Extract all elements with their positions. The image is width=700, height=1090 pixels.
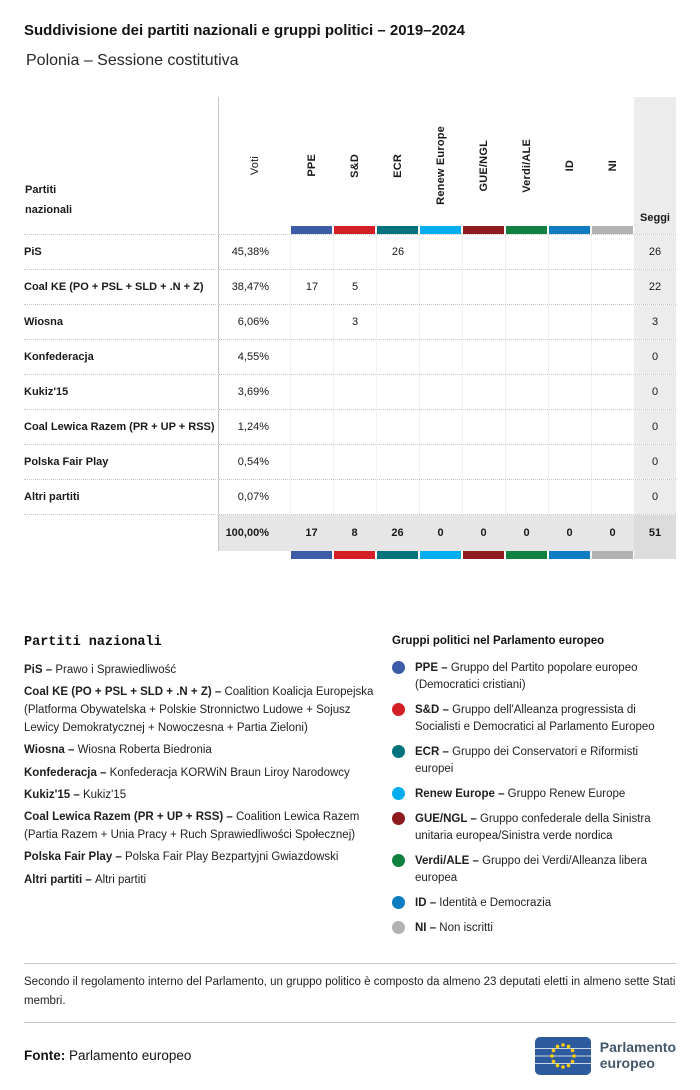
gue-seats-value (462, 480, 505, 514)
sd-seats-value: 5 (333, 270, 376, 304)
party-name: Wiosna (24, 316, 64, 328)
column-header-gue (462, 97, 505, 234)
total-spacer (24, 515, 218, 551)
divider-bottom (24, 1022, 676, 1023)
logo-text-line2: europeo (599, 1054, 655, 1071)
ni-seats-value (591, 235, 634, 269)
total-ni: 0 (591, 515, 634, 551)
ecr-color-bar-bottom (376, 551, 419, 559)
sd-seats-value (333, 235, 376, 269)
total-ecr: 26 (376, 515, 419, 551)
total-ppe: 17 (290, 515, 333, 551)
party-name: PiS (24, 246, 42, 258)
table-row (24, 270, 676, 305)
eu-flag-icon (535, 1037, 591, 1075)
sd-seats-value (333, 375, 376, 409)
ppe-seats-value: 17 (290, 270, 333, 304)
table-row (24, 305, 676, 340)
seggi-value: 0 (634, 480, 676, 514)
table-body (24, 235, 676, 559)
verdi-color-bar-fill (506, 551, 547, 559)
group-legend-text: NI – Non iscritti (415, 921, 493, 934)
source-row (24, 1037, 676, 1075)
bars-spacer (24, 551, 218, 559)
bars-seggi-spacer (634, 551, 676, 559)
european-parliament-logo (535, 1037, 676, 1075)
source-value: Parlamento europeo (69, 1048, 192, 1064)
party-legend-term: Polska Fair Play – (24, 851, 126, 864)
group-legend-text: ECR – Gruppo dei Conservatori e Riformisti europei (415, 746, 639, 776)
ecr-seats-value (376, 445, 419, 479)
renew-legend-dot-icon (392, 787, 405, 800)
bars-voti-spacer (218, 551, 290, 559)
party-name: Coal Lewica Razem (PR + UP + RSS) (24, 421, 215, 433)
ppe-seats-value (290, 235, 333, 269)
gue-legend-dot-icon (392, 812, 405, 825)
ni-seats-value (591, 270, 634, 304)
total-sd: 8 (333, 515, 376, 551)
group-legend-text: GUE/NGL – Gruppo confederale della Sinistra unitaria europea/Sinistra verde nordica (415, 812, 651, 842)
verdi-seats-value (505, 480, 548, 514)
verdi-seats-value (505, 305, 548, 339)
ecr-seats-value (376, 480, 419, 514)
group-legend-term: Verdi/ALE – (415, 854, 483, 867)
ecr-seats-value (376, 410, 419, 444)
verdi-seats-value (505, 270, 548, 304)
ppe-column-label: PPE (305, 154, 318, 177)
ppe-seats-value (290, 480, 333, 514)
verdi-seats-value (505, 445, 548, 479)
ppe-seats-value (290, 445, 333, 479)
voti-value: 3,69% (218, 375, 290, 409)
sd-seats-value (333, 340, 376, 374)
ecr-seats-value (376, 340, 419, 374)
id-column-label: ID (563, 159, 576, 172)
id-seats-value (548, 305, 591, 339)
voti-value: 1,24% (218, 410, 290, 444)
group-legend-term: GUE/NGL – (415, 812, 480, 825)
voti-value: 45,38% (218, 235, 290, 269)
party-legend-item: Kukiz'15 – Kukiz'15 (24, 788, 127, 801)
renew-seats-value (419, 270, 462, 304)
ni-seats-value (591, 340, 634, 374)
page-title: Suddivisione dei partiti nazionali e gruppi politici – 2019–2024 (24, 22, 465, 39)
group-legend-term: ECR – (415, 746, 453, 758)
group-legend-item (392, 660, 674, 695)
ni-color-bar (592, 226, 633, 234)
party-legend-item: Polska Fair Play – Polska Fair Play Bezpartyjni Gwiazdowski (24, 851, 339, 864)
id-color-bar-bottom (548, 551, 591, 559)
party-name: Coal KE (PO + PSL + SLD + .N + Z) (24, 281, 204, 293)
party-name: Kukiz'15 (24, 386, 69, 398)
ppe-color-bar-bottom (290, 551, 333, 559)
group-legend-text: Renew Europe – Gruppo Renew Europe (415, 788, 626, 800)
party-legend-term: Coal KE (PO + PSL + SLD + .N + Z) – (24, 686, 225, 699)
ecr-seats-value (376, 305, 419, 339)
sd-seats-value (333, 480, 376, 514)
party-name: Altri partiti (24, 491, 80, 503)
ppe-seats-value (290, 375, 333, 409)
ni-seats-value (591, 305, 634, 339)
verdi-column-label: Verdi/ALE (520, 138, 533, 193)
ppe-legend-dot-icon (392, 661, 405, 674)
table-row (24, 340, 676, 375)
sd-color-bar (334, 226, 375, 234)
id-seats-value (548, 270, 591, 304)
column-header-verdi (505, 97, 548, 234)
party-legend-item: Wiosna – Wiosna Roberta Biedronia (24, 744, 212, 757)
id-color-bar-fill (549, 551, 590, 559)
total-seggi: 51 (634, 515, 676, 551)
page-subtitle: Polonia – Sessione costitutiva (26, 52, 239, 69)
legend-parties-list (24, 662, 376, 889)
party-legend-item: Altri partiti – Altri partiti (24, 873, 147, 886)
party-legend-term: Konfederacja – (24, 766, 110, 779)
ppe-color-bar-fill (291, 551, 332, 559)
total-renew: 0 (419, 515, 462, 551)
gue-seats-value (462, 235, 505, 269)
ppe-seats-value (290, 305, 333, 339)
seggi-value: 0 (634, 340, 676, 374)
verdi-seats-value (505, 340, 548, 374)
gue-seats-value (462, 375, 505, 409)
column-header-voti (218, 97, 290, 234)
ni-legend-dot-icon (392, 921, 405, 934)
id-legend-dot-icon (392, 896, 405, 909)
party-name: Konfederacja (24, 351, 94, 363)
group-legend-term: NI – (415, 921, 440, 934)
party-legend-item: Coal Lewica Razem (PR + UP + RSS) – Coalition Lewica Razem (Partia Razem + Unia Pracy + Ruch Sprawiedliwości Społecznej) (24, 811, 360, 841)
group-legend-item (392, 744, 674, 779)
sd-column-label: S&D (348, 153, 361, 178)
ni-color-bar-bottom (591, 551, 634, 559)
seggi-value: 26 (634, 235, 676, 269)
party-legend-item: Coal KE (PO + PSL + SLD + .N + Z) – Coalition Koalicja Europejska (Platforma Obywatelska + Polskie Stronnictwo Ludowe + Sojusz Lewicy Demokratycznej + Nowoczesna + Partia Zieloni) (24, 686, 374, 734)
group-legend-term: ID – (415, 896, 440, 909)
party-legend-term: Wiosna – (24, 744, 78, 757)
id-seats-value (548, 445, 591, 479)
renew-seats-value (419, 410, 462, 444)
sd-seats-value (333, 410, 376, 444)
gue-column-label: GUE/NGL (477, 139, 490, 192)
table-row (24, 445, 676, 480)
legend-political-groups (392, 635, 674, 963)
seggi-value: 0 (634, 410, 676, 444)
gue-seats-value (462, 410, 505, 444)
column-header-ecr (376, 97, 419, 234)
verdi-color-bar-bottom (505, 551, 548, 559)
results-table (24, 97, 676, 559)
ecr-seats-value: 26 (376, 235, 419, 269)
ppe-seats-value (290, 340, 333, 374)
id-color-bar (549, 226, 590, 234)
group-legend-term: PPE – (415, 662, 451, 674)
group-legend-term: Renew Europe – (415, 788, 508, 800)
total-verdi: 0 (505, 515, 548, 551)
table-total-row (24, 515, 676, 551)
ni-column-label: NI (606, 159, 619, 172)
seggi-value: 0 (634, 445, 676, 479)
column-header-sd (333, 97, 376, 234)
total-gue: 0 (462, 515, 505, 551)
column-header-partiti-nazionali (24, 97, 218, 234)
renew-seats-value (419, 480, 462, 514)
party-legend-item: PiS – Prawo i Sprawiedliwość (24, 664, 177, 676)
group-legend-item (392, 786, 674, 803)
column-header-ppe (290, 97, 333, 234)
table-header-row (24, 97, 676, 235)
renew-seats-value (419, 305, 462, 339)
group-legend-item (392, 702, 674, 737)
renew-color-bar-bottom (419, 551, 462, 559)
partiti-nazionali-label: Partiti nazionali (25, 184, 73, 217)
ni-seats-value (591, 480, 634, 514)
party-name: Polska Fair Play (24, 456, 109, 468)
verdi-seats-value (505, 235, 548, 269)
voti-value: 6,06% (218, 305, 290, 339)
column-header-id (548, 97, 591, 234)
group-legend-term: S&D – (415, 704, 453, 716)
renew-color-bar-fill (420, 551, 461, 559)
gue-color-bar (463, 226, 504, 234)
voti-value: 4,55% (218, 340, 290, 374)
total-voti: 100,00% (218, 515, 290, 551)
ecr-seats-value (376, 375, 419, 409)
logo-text (600, 1040, 676, 1071)
renew-seats-value (419, 445, 462, 479)
total-color-bars (24, 551, 676, 559)
verdi-legend-dot-icon (392, 854, 405, 867)
voti-value: 38,47% (218, 270, 290, 304)
table-row (24, 410, 676, 445)
gue-seats-value (462, 270, 505, 304)
group-legend-text: PPE – Gruppo del Partito popolare europeo (Democratici cristiani) (415, 662, 638, 692)
column-header-ni (591, 97, 634, 234)
ppe-color-bar (291, 226, 332, 234)
party-legend-term: Kukiz'15 – (24, 788, 83, 801)
sd-seats-value: 3 (333, 305, 376, 339)
group-legend-item (392, 895, 674, 912)
verdi-seats-value (505, 375, 548, 409)
legend-section (24, 635, 676, 963)
footnote: Secondo il regolamento interno del Parlamento, un gruppo politico è composto da almeno 23 deputati eletti in almeno sette Stati membri. (24, 976, 676, 1007)
group-column-headers (290, 97, 634, 234)
id-seats-value (548, 235, 591, 269)
group-legend-item (392, 920, 674, 937)
id-seats-value (548, 375, 591, 409)
renew-seats-value (419, 375, 462, 409)
legend-groups-list (392, 660, 674, 937)
seggi-value: 22 (634, 270, 676, 304)
legend-groups-heading: Gruppi politici nel Parlamento europeo (392, 635, 605, 647)
sd-color-bar-bottom (333, 551, 376, 559)
gue-seats-value (462, 445, 505, 479)
gue-seats-value (462, 340, 505, 374)
ni-seats-value (591, 445, 634, 479)
ecr-color-bar-fill (377, 551, 418, 559)
gue-seats-value (462, 305, 505, 339)
table-row (24, 375, 676, 410)
table-row (24, 235, 676, 270)
seggi-value: 3 (634, 305, 676, 339)
total-id: 0 (548, 515, 591, 551)
ppe-seats-value (290, 410, 333, 444)
renew-seats-value (419, 235, 462, 269)
ecr-color-bar (377, 226, 418, 234)
voti-value: 0,54% (218, 445, 290, 479)
ni-color-bar-fill (592, 551, 633, 559)
sd-seats-value (333, 445, 376, 479)
group-legend-item (392, 811, 674, 846)
group-legend-item (392, 853, 674, 888)
seggi-column-label: Seggi (640, 212, 670, 224)
seggi-value: 0 (634, 375, 676, 409)
legend-parties-heading: Partiti nazionali (24, 635, 162, 650)
sd-color-bar-fill (334, 551, 375, 559)
id-seats-value (548, 340, 591, 374)
party-legend-term: Coal Lewica Razem (PR + UP + RSS) – (24, 811, 236, 824)
column-header-renew (419, 97, 462, 234)
ecr-seats-value (376, 270, 419, 304)
source-label: Fonte: (24, 1048, 66, 1064)
renew-column-label: Renew Europe (434, 126, 447, 205)
legend-national-parties (24, 635, 376, 963)
renew-color-bar (420, 226, 461, 234)
ecr-legend-dot-icon (392, 745, 405, 758)
logo-text-line1: Parlamento (599, 1039, 676, 1056)
group-legend-text: ID – Identità e Democrazia (415, 896, 552, 909)
verdi-seats-value (505, 410, 548, 444)
sd-legend-dot-icon (392, 703, 405, 716)
party-legend-term: Altri partiti – (24, 873, 95, 886)
source-text (24, 1048, 191, 1063)
ni-seats-value (591, 410, 634, 444)
verdi-color-bar (506, 226, 547, 234)
renew-seats-value (419, 340, 462, 374)
party-legend-item: Konfederacja – Konfederacja KORWiN Braun Liroy Narodowcy (24, 766, 350, 779)
id-seats-value (548, 410, 591, 444)
gue-color-bar-bottom (462, 551, 505, 559)
group-legend-text: Verdi/ALE – Gruppo dei Verdi/Alleanza libera europea (415, 854, 648, 884)
ni-seats-value (591, 375, 634, 409)
table-row (24, 480, 676, 515)
voti-value: 0,07% (218, 480, 290, 514)
ecr-column-label: ECR (391, 153, 404, 178)
voti-column-label: Voti (248, 155, 261, 176)
gue-color-bar-fill (463, 551, 504, 559)
id-seats-value (548, 480, 591, 514)
column-header-seggi (634, 97, 676, 234)
party-legend-term: PiS – (24, 664, 56, 676)
group-legend-text: S&D – Gruppo dell'Alleanza progressista di Socialisti e Democratici al Parlamento Europeo (415, 704, 655, 734)
